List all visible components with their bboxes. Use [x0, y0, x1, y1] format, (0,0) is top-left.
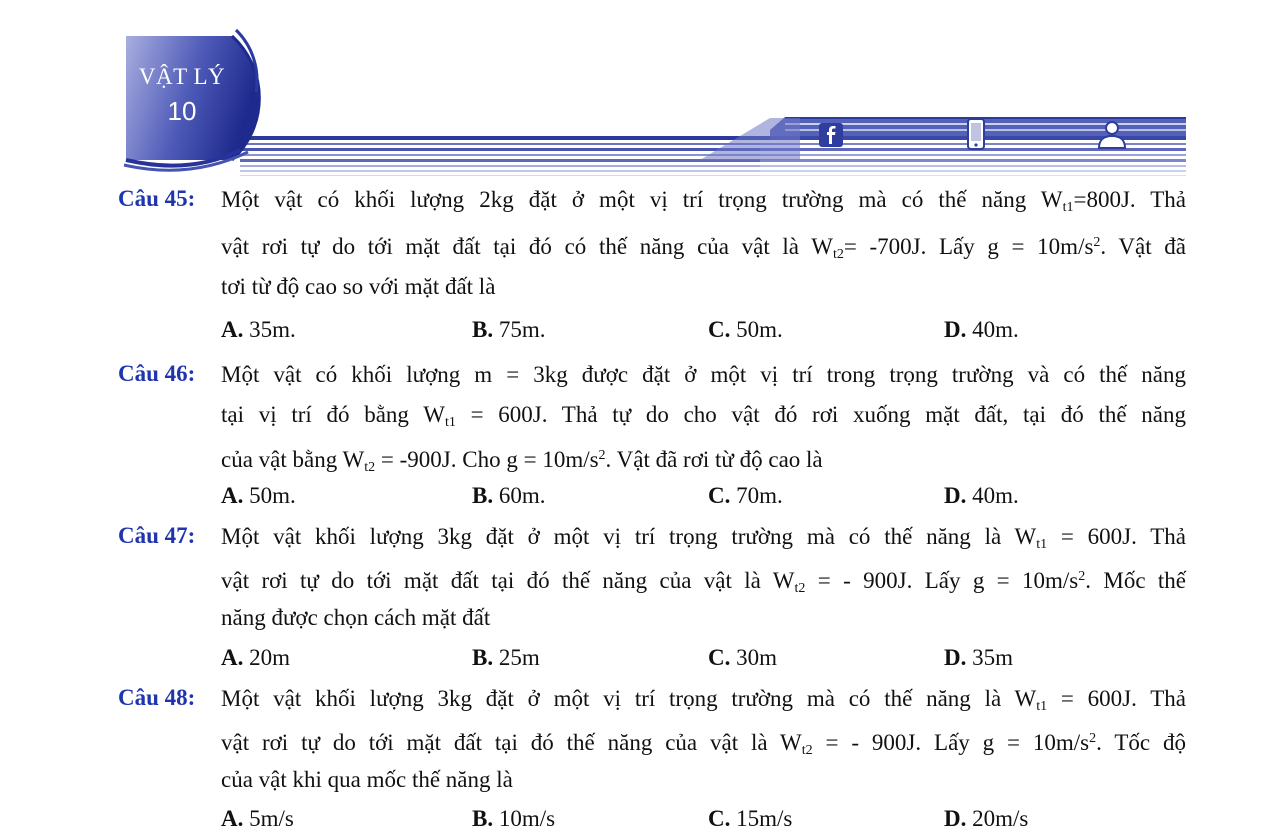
question-text-line: vật rơi tự do tới mặt đất tại đó có thế năng của vật là $W_{t2}= -700J$. Lấy $g = 10m/s^2$. Vật đã	[221, 234, 1186, 262]
option-d[interactable]: D. 20m/s	[944, 806, 1029, 831]
option-b[interactable]: B. 10m/s	[472, 806, 556, 831]
page-header	[0, 0, 1275, 185]
question-text-line: năng được chọn cách mặt đất	[221, 605, 491, 630]
question-text-line: của vật khi qua mốc thế năng là	[221, 767, 513, 792]
option-a[interactable]: A. 20m	[221, 645, 291, 670]
subject-title: VẬT LÝ	[138, 64, 226, 89]
question-text-line: Một vật có khối lượng m = 3kg được đặt ở một vị trí trong trọng trường và có thế năng	[221, 362, 1186, 387]
header-banner	[0, 0, 1275, 185]
option-c[interactable]: C. 15m/s	[708, 806, 793, 831]
option-d[interactable]: D. 40m.	[944, 317, 1019, 342]
question-text-line: của vật bằng $W_{t2} = -900J$. Cho $g = 10m/s^2$. Vật đã rơi từ độ cao là	[221, 447, 823, 475]
option-c[interactable]: C. 30m	[708, 645, 778, 670]
question-text-line: Một vật khối lượng 3kg đặt ở một vị trí trọng trường mà có thế năng là $W_{t1} = 600J$. Thả	[221, 686, 1187, 714]
option-d[interactable]: D. 35m	[944, 645, 1014, 670]
question-label: Câu 48:	[118, 685, 196, 710]
header-stripes	[240, 117, 1186, 176]
question-label: Câu 47:	[118, 523, 196, 548]
question-label: Câu 46:	[118, 361, 196, 386]
question-text-line: Một vật có khối lượng 2kg đặt ở một vị trí trọng trường mà có thế năng $W_{t1}=800J$. Thả	[221, 187, 1187, 215]
question-text-line: Một vật khối lượng 3kg đặt ở một vị trí trọng trường mà có thế năng là $W_{t1} = 600J$. Thả	[221, 524, 1187, 552]
phone-icon[interactable]	[966, 118, 986, 150]
option-a[interactable]: A. 5m/s	[221, 806, 294, 831]
question-label: Câu 45:	[118, 186, 196, 211]
option-b[interactable]: B. 60m.	[472, 483, 546, 508]
facebook-icon[interactable]	[818, 122, 844, 148]
option-d[interactable]: D. 40m.	[944, 483, 1019, 508]
grade-number: 10	[167, 96, 197, 126]
option-c[interactable]: C. 50m.	[708, 317, 783, 342]
question-text-line: vật rơi tự do tới mặt đất tại đó thế năng của vật là $W_{t2}$ = - 900J. Lấy $g = 10m/s^2$. Tốc độ	[221, 730, 1186, 758]
question-text-line: tơi từ độ cao so với mặt đất là	[221, 274, 496, 299]
option-b[interactable]: B. 75m.	[472, 317, 546, 342]
question-text-line: tại vị trí đó bằng $W_{t1} = 600J$. Thả tự do cho vật đó rơi xuống mặt đất, tại đó thế năng	[221, 402, 1186, 430]
option-a[interactable]: A. 35m.	[221, 317, 296, 342]
question-text-line: vật rơi tự do tới mặt đất tại đó thế năng của vật là $W_{t2}$ = - 900J. Lấy $g = 10m/s^2$. Mốc thế	[221, 568, 1187, 596]
user-icon[interactable]	[1096, 118, 1128, 150]
option-b[interactable]: B. 25m	[472, 645, 540, 670]
option-a[interactable]: A. 50m.	[221, 483, 296, 508]
option-c[interactable]: C. 70m.	[708, 483, 783, 508]
